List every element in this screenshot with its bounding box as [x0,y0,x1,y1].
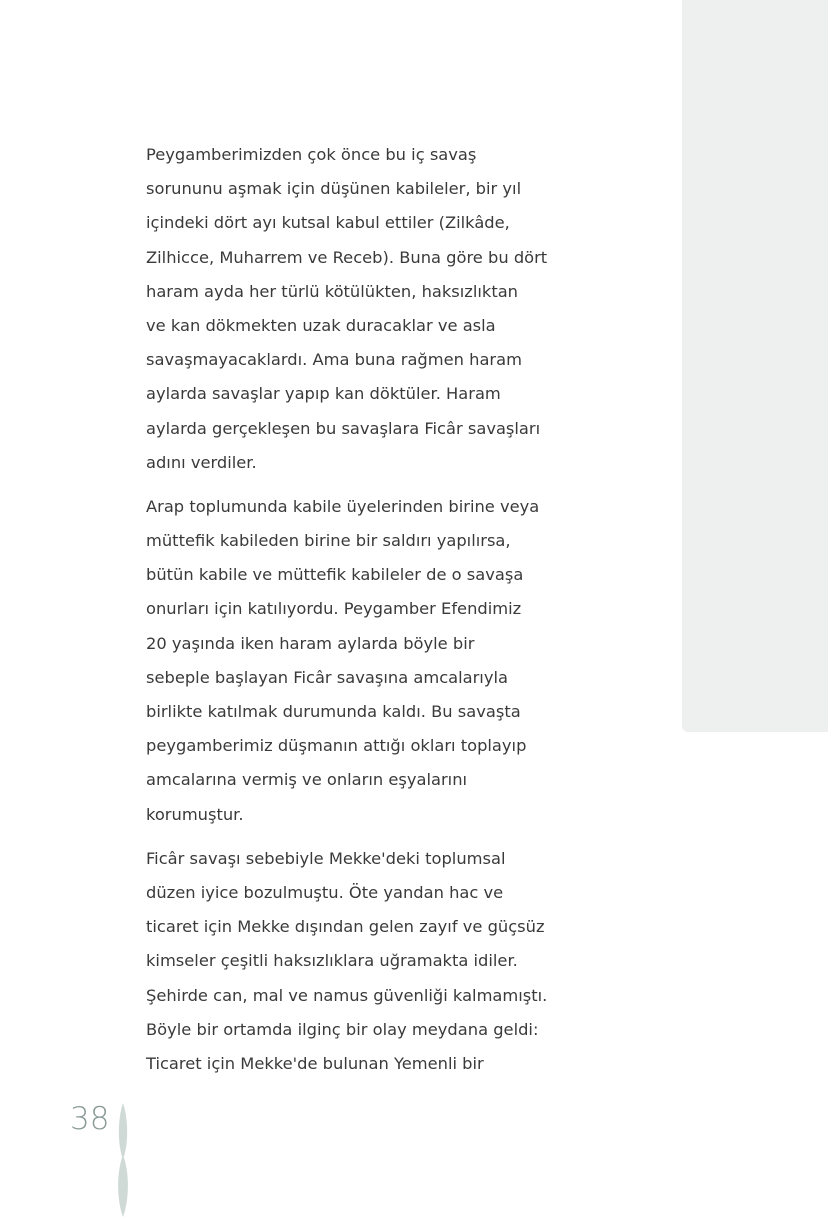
text-line: bütün kabile ve müttefik kabileler de o savaşa [146,565,524,585]
text-line: aylarda savaşlar yapıp kan döktüler. Haram [146,384,501,404]
body-text [146,138,586,1091]
page-number: 38 [70,1101,110,1137]
text-line: düzen iyice bozulmuştu. Öte yandan hac ve [146,882,504,902]
text-line: amcalarına vermiş ve onların eşyalarını [146,770,468,790]
side-panel [682,0,828,732]
text-line: peygamberimiz düşmanın attığı okları toplayıp [146,736,527,756]
text-line: kimseler çeşitli haksızlıklara uğramakta idiler. [146,951,518,971]
text-line: Arap toplumunda kabile üyelerinden birine veya [146,496,540,516]
text-line: Peygamberimizden çok önce bu iç savaş [146,145,477,164]
text-line: sebeple başlayan Ficâr savaşına amcalarıyla [146,667,508,687]
text-line: Böyle bir ortamda ilginç bir olay meydana geldi: [146,1019,539,1039]
text-line: Şehirde can, mal ve namus güvenliği kalmamıştı. [146,985,548,1005]
text-line: korumuştur. [146,804,244,824]
text-line: aylarda gerçekleşen bu savaşlara Ficâr savaşları [146,418,541,438]
paragraph-1 [146,138,586,480]
text-line: onurları için katılıyordu. Peygamber Efendimiz [146,599,522,619]
text-line: Ficâr savaşı sebebiyle Mekke'deki toplumsal [146,848,506,868]
paragraph-2 [146,490,586,832]
text-line: savaşmayacaklardı. Ama buna rağmen haram [146,350,522,370]
text-line: Zilhicce, Muharrem ve Receb). Buna göre bu dört [146,247,548,267]
text-line: müttefik kabileden birine bir saldırı yapılırsa, [146,531,511,551]
text-line: birlikte katılmak durumunda kaldı. Bu savaşta [146,702,521,721]
text-line: adını verdiler. [146,452,257,472]
text-line: ve kan dökmekten uzak duracaklar ve asla [146,315,496,335]
text-line: haram ayda her türlü kötülükten, haksızlıktan [146,281,519,301]
text-line: Ticaret için Mekke'de bulunan Yemenli bir [146,1053,484,1073]
text-line: içindeki dört ayı kutsal kabul ettiler (Zilkâde, [146,213,510,233]
text-line: 20 yaşında iken haram aylarda böyle bir [146,633,475,653]
text-line: ticaret için Mekke dışından gelen zayıf ve güçsüz [146,917,545,937]
paragraph-3 [146,842,586,1081]
leaf-ornament-icon [114,1103,132,1217]
text-line: sorununu aşmak için düşünen kabileler, bir yıl [146,179,522,199]
